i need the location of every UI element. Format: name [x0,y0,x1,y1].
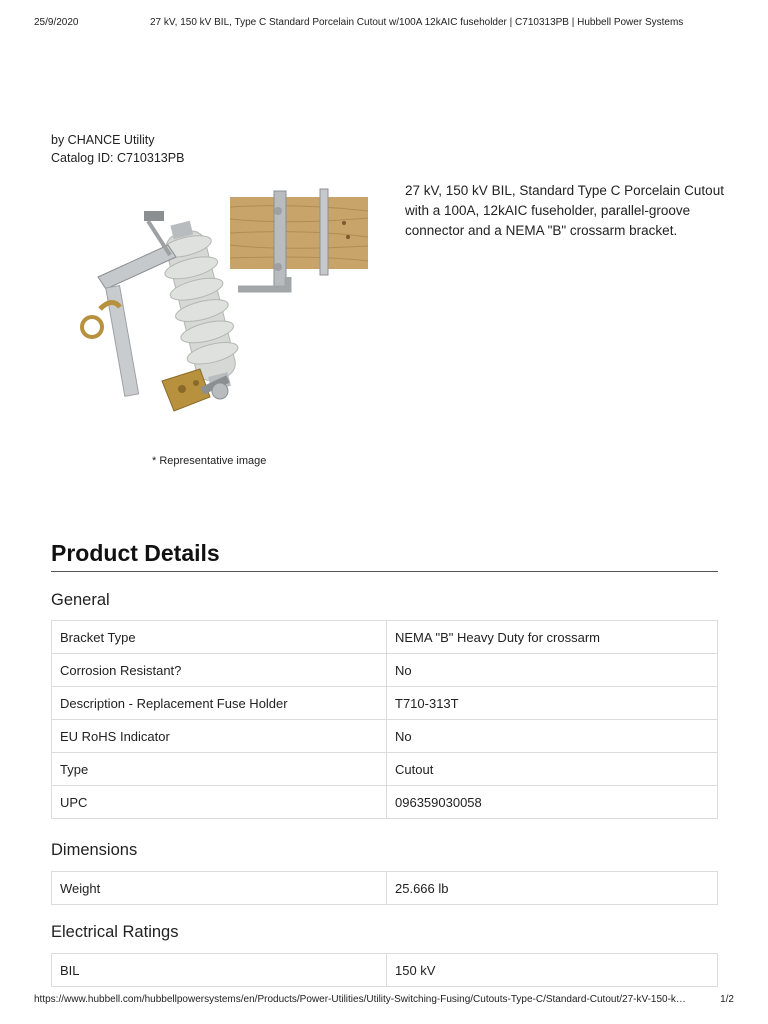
heading-divider [51,571,718,572]
spec-value: 096359030058 [387,786,718,819]
spec-key: Type [52,753,387,786]
catalog-id: Catalog ID: C710313PB [51,151,185,165]
spec-key: Weight [52,872,387,905]
table-row [52,654,718,687]
table-row [52,786,718,819]
spec-key: UPC [52,786,387,819]
table-row [52,621,718,654]
electrical-ratings-spec-table [51,953,718,987]
table-row [52,720,718,753]
spec-value: 150 kV [387,954,718,987]
dimensions-spec-table [51,871,718,905]
brand-block [51,131,184,167]
page-url: https://www.hubbell.com/hubbellpowersystems/en/Products/Power-Utilities/Utility-Switching-Fusing/Cutouts-Type-C/Standard-Cutout/27-kV-150-k… [34,994,686,1005]
print-page-title: 27 kV, 150 kV BIL, Type C Standard Porcelain Cutout w/100A 12kAIC fuseholder | C710313PB | Hubbell Power Systems [150,17,684,28]
general-spec-table [51,620,718,819]
print-date: 25/9/2020 [34,17,79,28]
spec-key: Corrosion Resistant? [52,654,387,687]
spec-value: No [387,720,718,753]
table-row [52,687,718,720]
section-title-electrical-ratings: Electrical Ratings [51,923,179,941]
image-caption: * Representative image [152,455,267,467]
product-description: 27 kV, 150 kV BIL, Standard Type C Porcelain Cutout with a 100A, 12kAIC fuseholder, parallel-groove connector and a NEMA "B" crossarm bracket. [405,183,724,238]
table-row [52,753,718,786]
page-number: 1/2 [720,994,734,1005]
table-row [52,872,718,905]
spec-key: EU RoHS Indicator [52,720,387,753]
spec-key: BIL [52,954,387,987]
section-title-dimensions: Dimensions [51,841,138,859]
section-title-general: General [51,591,110,609]
spec-value: NEMA "B" Heavy Duty for crossarm [387,621,718,654]
product-details-heading: Product Details [51,540,220,566]
porcelain-cutout-image [78,185,370,427]
spec-value: Cutout [387,753,718,786]
spec-key: Bracket Type [52,621,387,654]
spec-key: Description - Replacement Fuse Holder [52,687,387,720]
spec-value: No [387,654,718,687]
table-row [52,954,718,987]
brand-name: by CHANCE Utility [51,133,155,147]
spec-value: 25.666 lb [387,872,718,905]
spec-value: T710-313T [387,687,718,720]
